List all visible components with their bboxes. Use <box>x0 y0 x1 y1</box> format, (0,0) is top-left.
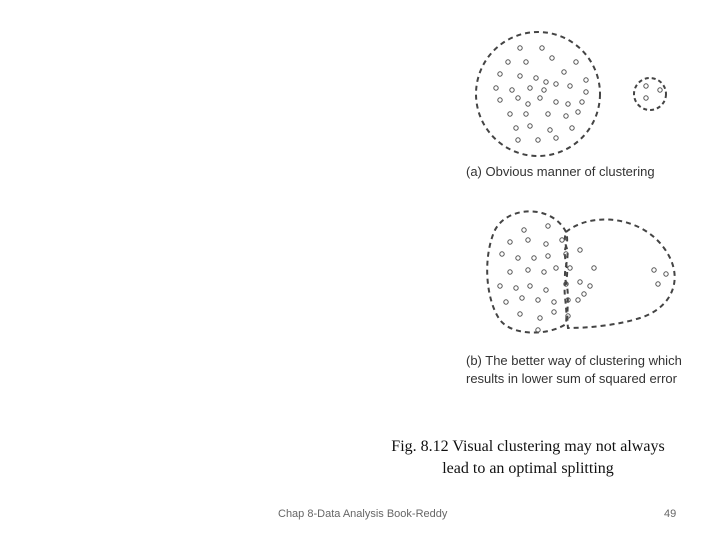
panel-a <box>476 32 666 156</box>
data-point <box>532 256 536 260</box>
data-point <box>542 88 546 92</box>
data-point <box>644 96 648 100</box>
data-point <box>534 76 538 80</box>
data-point <box>576 110 580 114</box>
data-point <box>644 84 648 88</box>
subcaption-a: (a) Obvious manner of clustering <box>466 164 655 179</box>
data-point <box>574 60 578 64</box>
data-point <box>548 128 552 132</box>
data-point <box>546 112 550 116</box>
data-point <box>506 60 510 64</box>
data-point <box>588 284 592 288</box>
data-point <box>582 292 586 296</box>
data-point <box>508 240 512 244</box>
data-point <box>520 296 524 300</box>
data-point <box>568 84 572 88</box>
data-point <box>528 284 532 288</box>
data-point <box>522 228 526 232</box>
data-point <box>498 72 502 76</box>
data-point <box>580 100 584 104</box>
data-point <box>498 98 502 102</box>
data-point <box>516 96 520 100</box>
data-point <box>536 138 540 142</box>
data-point <box>540 46 544 50</box>
data-point <box>526 268 530 272</box>
data-point <box>526 238 530 242</box>
data-point <box>508 112 512 116</box>
data-point <box>524 112 528 116</box>
data-point <box>538 316 542 320</box>
data-point <box>516 256 520 260</box>
data-point <box>514 286 518 290</box>
data-point <box>562 70 566 74</box>
data-point <box>554 100 558 104</box>
subcaption-b-line1: (b) The better way of clustering which <box>466 353 682 368</box>
data-point <box>566 102 570 106</box>
data-point <box>554 266 558 270</box>
data-point <box>552 300 556 304</box>
cluster-boundary-small <box>634 78 666 110</box>
data-point <box>568 266 572 270</box>
data-point <box>500 252 504 256</box>
data-point <box>546 224 550 228</box>
data-point <box>494 86 498 90</box>
data-point <box>552 310 556 314</box>
points-cluster-a-small <box>644 84 662 100</box>
data-point <box>554 136 558 140</box>
data-point <box>564 114 568 118</box>
subcaption-b-line2: results in lower sum of squared error <box>466 371 677 386</box>
page-number: 49 <box>664 508 677 520</box>
data-point <box>514 126 518 130</box>
data-point <box>578 248 582 252</box>
data-point <box>570 126 574 130</box>
data-point <box>578 280 582 284</box>
data-point <box>664 272 668 276</box>
footer-text: Chap 8-Data Analysis Book-Reddy <box>278 508 448 520</box>
data-point <box>528 124 532 128</box>
data-point <box>546 254 550 258</box>
data-point <box>504 300 508 304</box>
data-point <box>576 298 580 302</box>
data-point <box>544 288 548 292</box>
data-point <box>518 74 522 78</box>
data-point <box>542 270 546 274</box>
data-point <box>584 90 588 94</box>
data-point <box>560 238 564 242</box>
data-point <box>584 78 588 82</box>
data-point <box>550 56 554 60</box>
cluster-boundary-right <box>565 219 675 328</box>
figure-caption-line2: lead to an optimal splitting <box>442 460 614 477</box>
data-point <box>656 282 660 286</box>
points-cluster-a-large <box>494 46 588 142</box>
data-point <box>592 266 596 270</box>
data-point <box>526 102 530 106</box>
data-point <box>554 82 558 86</box>
data-point <box>538 96 542 100</box>
points-panel-b <box>498 224 668 332</box>
panel-b <box>487 211 674 332</box>
data-point <box>518 46 522 50</box>
data-point <box>510 88 514 92</box>
data-point <box>524 60 528 64</box>
data-point <box>544 242 548 246</box>
data-point <box>536 298 540 302</box>
data-point <box>544 80 548 84</box>
data-point <box>528 86 532 90</box>
data-point <box>516 138 520 142</box>
data-point <box>518 312 522 316</box>
figure-caption-line1: Fig. 8.12 Visual clustering may not always <box>391 438 665 455</box>
data-point <box>498 284 502 288</box>
data-point <box>652 268 656 272</box>
data-point <box>508 270 512 274</box>
data-point <box>658 88 662 92</box>
